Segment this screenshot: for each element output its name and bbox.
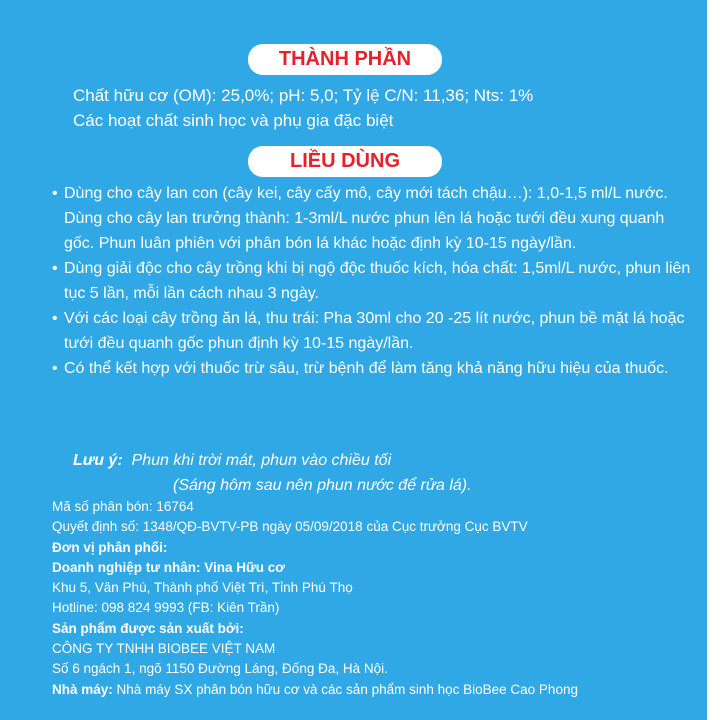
hotline: Hotline: 098 824 9993 (FB: Kiên Trần) bbox=[52, 600, 280, 616]
composition-line: Chất hữu cơ (OM): 25,0%; pH: 5,0; Tỷ lệ C/N: 11,36; Nts: 1% bbox=[73, 86, 534, 105]
bullet-icon: • bbox=[52, 360, 58, 377]
dosage-item-text: Có thể kết hợp với thuốc trừ sâu, trừ bệnh để làm tăng khả năng hữu hiệu của thuốc. bbox=[64, 360, 669, 377]
decision-number: Quyết định số: 1348/QĐ-BVTV-PB ngày 05/09/2018 của Cục trưởng Cục BVTV bbox=[52, 519, 528, 535]
factory-text: Nhà máy SX phân bón hữu cơ và các sản phẩm sinh học BioBee Cao Phong bbox=[116, 681, 578, 697]
note-line-1: Phun khi trời mát, phun vào chiều tối bbox=[131, 452, 392, 469]
dosage-item-text: Dùng cho cây lan con (cây kei, cây cấy mô, cây mới tách chậu…): 1,0-1,5 ml/L nước. Dùng cho cây lan trưởng thành: 1-3ml/L nước phun lên lá hoặc tưới đều xung quanh gốc. Phun luân phiên với phân bón lá khác hoặc định kỳ 10-15 ngày/lần. bbox=[64, 185, 668, 252]
bullet-icon: • bbox=[52, 260, 58, 277]
bullet-icon: • bbox=[52, 310, 58, 327]
dosage-item bbox=[52, 356, 696, 381]
dosage-item bbox=[52, 256, 696, 306]
registration-number: Mã số phân bón: 16764 bbox=[52, 499, 194, 514]
distributor-address: Khu 5, Vân Phú, Thành phố Việt Trì, Tỉnh Phú Thọ bbox=[52, 580, 353, 596]
dosage-item bbox=[52, 306, 696, 356]
usage-note bbox=[73, 448, 472, 498]
producer-label: Sản phẩm được sản xuất bởi: bbox=[52, 620, 244, 636]
composition-line: Các hoạt chất sinh học và phụ gia đặc biệt bbox=[73, 111, 394, 130]
dosage-heading: LIỀU DÙNG bbox=[248, 146, 442, 177]
note-line-2: (Sáng hôm sau nên phun nước để rửa lá). bbox=[173, 477, 472, 494]
dosage-item-text: Dùng giải độc cho cây trồng khi bị ngộ độc thuốc kích, hóa chất: 1,5ml/L nước, phun liên tục 5 lần, mỗi lần cách nhau 3 ngày. bbox=[64, 260, 691, 302]
dosage-list bbox=[52, 181, 696, 381]
producer-name: CÔNG TY TNHH BIOBEE VIỆT NAM bbox=[52, 641, 276, 657]
producer-address: Số 6 ngách 1, ngõ 1150 Đường Láng, Đống Đa, Hà Nội. bbox=[52, 661, 388, 677]
distributor-label: Đơn vị phân phối: bbox=[52, 539, 168, 555]
factory-line bbox=[52, 680, 578, 700]
composition-text bbox=[73, 83, 533, 133]
composition-heading: THÀNH PHẦN bbox=[248, 44, 442, 75]
dosage-item-text: Với các loại cây trồng ăn lá, thu trái: Pha 30ml cho 20 -25 lít nước, phun bề mặt lá hoặc tưới đều quanh gốc phun định kỳ 10-15 ngày/lần. bbox=[64, 310, 685, 352]
note-label: Lưu ý: bbox=[73, 452, 123, 469]
dosage-item bbox=[52, 181, 696, 256]
product-info bbox=[52, 497, 578, 700]
bullet-icon: • bbox=[52, 185, 58, 202]
distributor-name: Doanh nghiệp tư nhân: Vina Hữu cơ bbox=[52, 559, 285, 575]
factory-label: Nhà máy: bbox=[52, 681, 113, 697]
